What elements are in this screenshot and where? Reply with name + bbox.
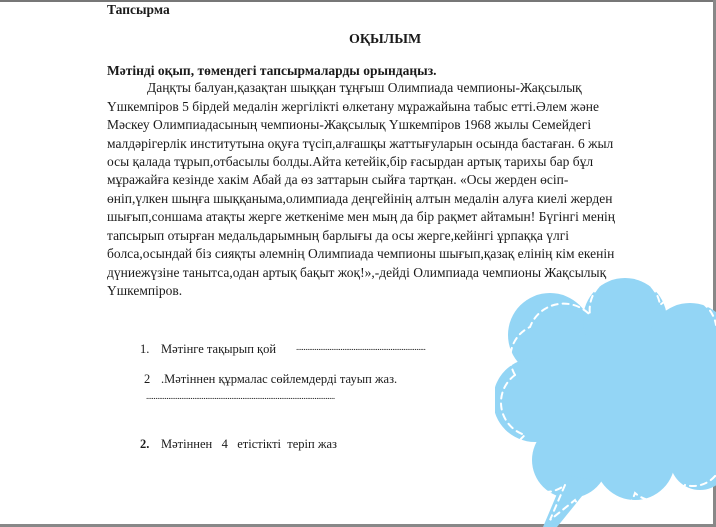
page-title: ОҚЫЛЫМ <box>349 32 422 47</box>
text-line: дүниежүзіне танытса,одан артық бақыт жоқ!»,-дейді Олимпиада чемпионы Жақсылық <box>107 265 607 280</box>
text-line: Үшкемпіров 5 бірдей медалін жергілікті өлкетану мұражайына табыс етті.Әлем және <box>107 99 599 114</box>
text-line: болса,осындай біз сияқты әлемнің Олимпиада чемпионы шығып,қазақ елінің кім екенін <box>107 246 615 261</box>
text-line: Үшкемпіров. <box>107 283 183 298</box>
cloud-speech-bubble <box>495 275 716 527</box>
instruction: Мәтінді оқып, төмендегі тапсырмаларды орындаңыз. <box>107 63 437 78</box>
text-line: малдәрігерлік институтына оқуға түсіп,алғашқы жаттығуларын осында бастаған. 6 жыл <box>107 136 614 151</box>
text-line: мұражайға кезінде хакім Абай да өз заттарын сыйға тартқан. «Осы жерден өсіп- <box>107 172 569 187</box>
task-text: .Мәтіннен құрмалас сөйлемдерді тауып жаз. <box>161 372 398 386</box>
text-line: өніп,үлкен шыңға шыққаныма,олимпиада деңгейінің алтын медалін алуға киелі жерден <box>107 191 613 206</box>
text-line: шығып,соншама атақты жерге жеткеніме мен мың да бір рақмет айтамын! Бүгінгі менің <box>107 209 616 224</box>
task-number: 2. <box>140 437 150 451</box>
answer-line[interactable]: ...................................................................... <box>296 342 426 352</box>
text-line: осы қалада тұрып,отбасылы болды.Айта кетейік,бір ғасырдан артық тарихы бар бұл <box>107 154 594 169</box>
section-label: Тапсырма <box>107 2 170 17</box>
task-number: 1. <box>140 342 150 356</box>
answer-line[interactable]: ...................................................................................................... <box>146 391 335 401</box>
task-text: Мәтінге тақырып қой <box>161 342 277 356</box>
task-number: 2 <box>144 372 151 386</box>
text-line: Даңқты балуан,қазақтан шыққан тұңғыш Олимпиада чемпионы-Жақсылық <box>147 80 582 95</box>
text-line: тапсырып отырған медальдарымның барлығы да осы жерге,кейінгі ұрпаққа үлгі <box>107 228 570 243</box>
task-text: Мәтіннен 4 етістікті теріп жаз <box>161 437 337 451</box>
text-line: Мәскеу Олимпиадасының чемпионы-Жақсылық Үшкемпіров 1968 жылы Семейдегі <box>107 117 592 132</box>
